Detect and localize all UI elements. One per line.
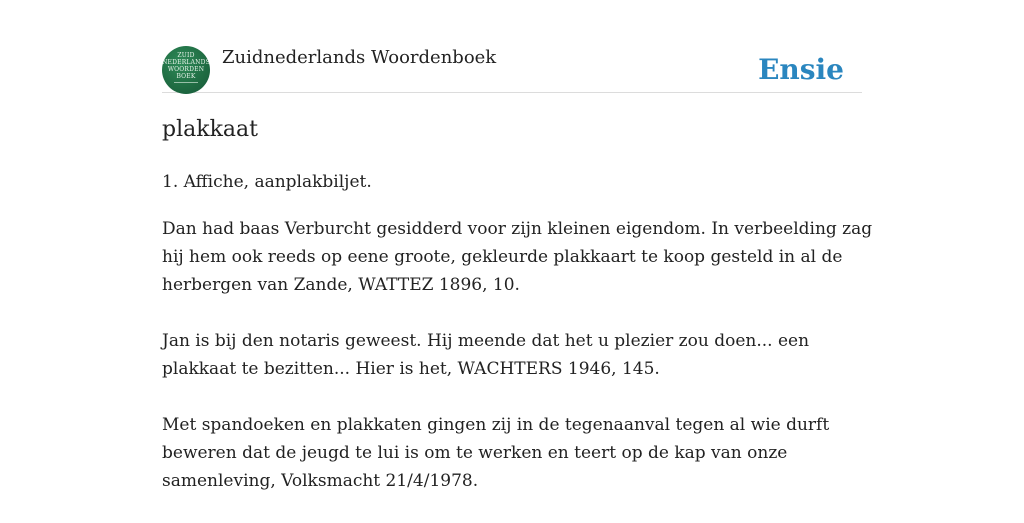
- definition-text: 1. Affiche, aanplakbiljet.: [162, 172, 372, 192]
- quotation-line: beweren dat de jeugd te lui is om te werken en teert op de kap van onze: [162, 443, 788, 463]
- quotation-line: Dan had baas Verburcht gesidderd voor zijn kleinen eigendom. In verbeelding zag: [162, 219, 873, 239]
- site-name-link[interactable]: Zuidnederlands Woordenboek: [222, 47, 497, 68]
- quotation-line: Met spandoeken en plakkaten gingen zij in de tegenaanval tegen al wie durft: [162, 415, 830, 435]
- quotation-line: samenleving, Volksmacht 21/4/1978.: [162, 471, 479, 491]
- logo-lettering: [162, 52, 210, 80]
- entry-card: [162, 0, 873, 512]
- quotation-line: Jan is bij den notaris geweest. Hij meende dat het u plezier zou doen... een: [162, 331, 810, 351]
- quotation-paragraph: [162, 215, 873, 299]
- quotation-paragraph: [162, 411, 862, 495]
- quotation-line: plakkaat te bezitten... Hier is het, WACHTERS 1946, 145.: [162, 359, 660, 379]
- quotation-line: hij hem ook reeds op eene groote, gekleurde plakkaart te koop gesteld in al de: [162, 247, 843, 267]
- logo-rule: [174, 82, 198, 83]
- site-header: [162, 46, 862, 93]
- ensie-brand-link[interactable]: Ensie: [758, 53, 844, 86]
- logo-line: WOORDEN: [167, 66, 205, 73]
- quotation-line: herbergen van Zande, WATTEZ 1896, 10.: [162, 275, 520, 295]
- logo-line: NEDERLANDS: [162, 59, 210, 66]
- logo-line: ZUID: [177, 52, 195, 59]
- quotation-paragraph: [162, 327, 862, 383]
- page-title: plakkaat: [162, 117, 258, 142]
- dictionary-logo[interactable]: [162, 46, 210, 94]
- logo-line: BOEK: [176, 73, 196, 80]
- quotations: [162, 215, 873, 523]
